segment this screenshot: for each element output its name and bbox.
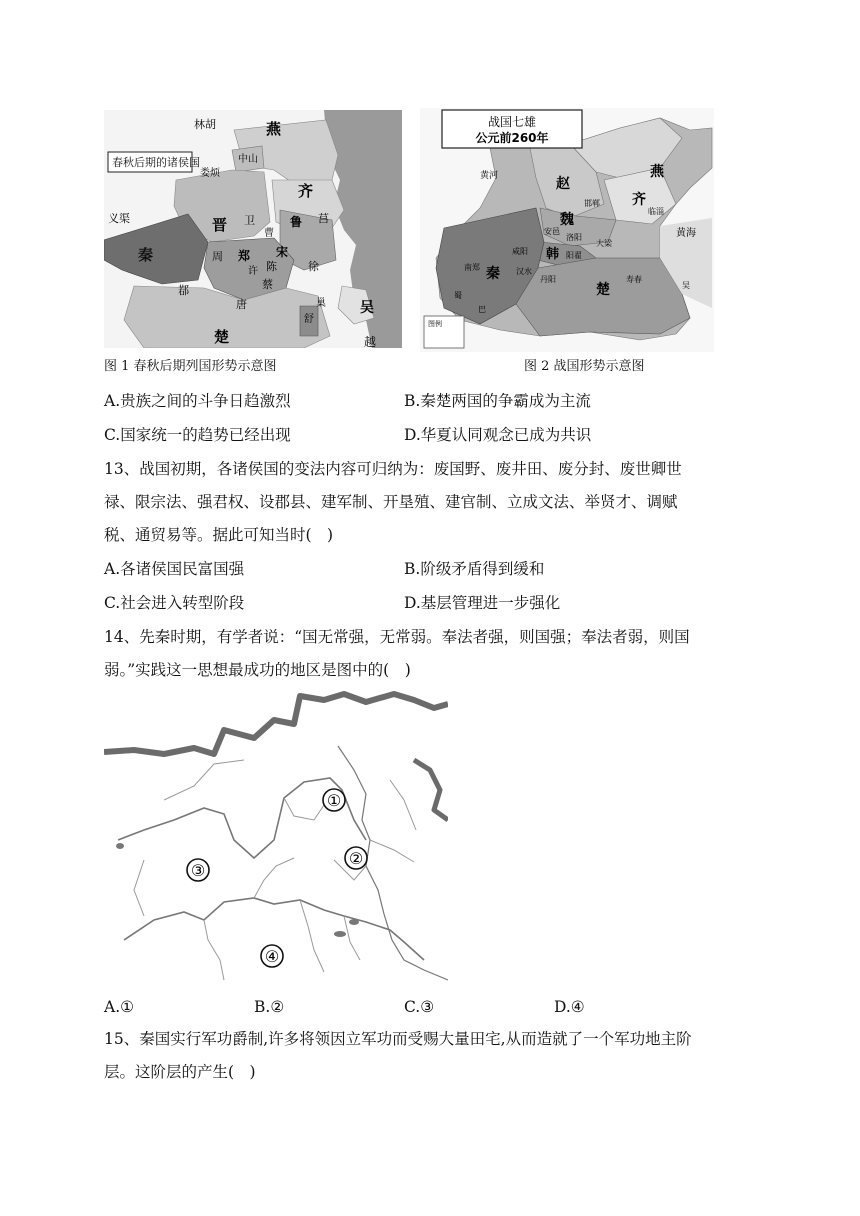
map2-label: 临淄 [648,207,664,216]
map2-label: 黄河 [480,171,499,181]
map1-label: 燕 [266,120,282,138]
map1-label: 莒 [318,212,329,225]
map2-label: 黄海 [676,228,696,239]
q13-option-d: D.基层管理进一步强化 [404,594,561,612]
map2-label: 大梁 [596,239,612,248]
q15-stem-line: 层。这阶层的产生( ) [104,1063,256,1081]
map2-label: 南郑 [464,263,480,272]
map2-label: 蜀 [454,291,462,300]
map1-label: 林胡 [194,118,216,131]
map2-label: 丹阳 [540,275,556,284]
map-warring-states-svg [420,108,714,352]
q14-map-svg [104,690,448,986]
map1-label: 中山 [238,154,258,165]
q14-option-a: A.① [104,998,135,1016]
map2-label: 咸阳 [512,247,528,256]
q15-stem-line: 15、秦国实行军功爵制,许多将领因立军功而受赐大量田宅,从而造就了一个军功地主阶 [104,1030,692,1048]
map2-label: 吴 [682,281,690,290]
map1-label: 舒 [304,314,314,325]
q14-stem-line: 弱。”实践这一思想最成功的地区是图中的( ) [104,661,411,679]
map1-label: 曹 [264,228,274,239]
map1-label: 楚 [214,328,230,346]
map1-label: 秦 [138,246,154,264]
map-marker-1-label: ① [326,791,342,810]
map1-label: 齐 [298,182,314,200]
map2-label: 赵 [556,176,570,192]
map2-label: 汉水 [516,267,532,276]
q13-stem-line: 13、战国初期，各诸侯国的变法内容可归纳为：废国野、废井田、废分封、废世卿世 [104,460,682,478]
figure-1-caption: 图 1 春秋后期列国形势示意图 [104,359,277,374]
q13-stem-line: 禄、限宗法、强君权、设郡县、建军制、开垦殖、建官制、立成文法、举贤才、调赋 [104,493,678,511]
map1-label: 唐 [236,298,247,311]
map2-label: 巴 [478,305,486,314]
map-spring-autumn [104,110,402,348]
map2-label: 燕 [650,164,664,180]
map1-label: 许 [248,266,258,277]
q13-stem-line: 税、通贸易等。据此可知当时( ) [104,526,334,544]
q13-option-b: B.阶级矛盾得到缓和 [404,560,545,578]
map1-label: 娄烦 [200,168,220,179]
map1-label: 鄀 [178,284,189,297]
map2-subtitle: 公元前260年 [475,131,549,145]
map1-label: 徐 [308,260,319,273]
map2-title: 战国七雄 [487,115,537,129]
q14-option-b: B.② [254,998,285,1016]
map-marker-3-label: ③ [190,861,206,880]
q13-option-c: C.社会进入转型阶段 [104,594,245,612]
map1-title: 春秋后期的诸侯国 [112,156,200,169]
map2-label: 寿春 [626,275,642,284]
figure-2-caption: 图 2 战国形势示意图 [524,359,645,374]
map1-label: 越 [364,335,377,348]
q14-option-d: D.④ [554,998,585,1016]
map1-label: 鲁 [290,215,303,229]
map2-label: 秦 [486,266,500,282]
q12-option-b: B.秦楚两国的争霸成为主流 [404,392,591,410]
map1-label: 宋 [276,245,289,259]
map-marker-2-label: ② [348,849,364,868]
map2-label: 洛阳 [566,233,582,242]
map2-label: 邯郸 [584,199,600,208]
q14-map [104,690,448,986]
map1-label: 晋 [212,216,228,234]
map2-label: 韩 [546,247,560,262]
q12-option-d: D.华夏认同观念已成为共识 [404,426,592,444]
map2-label: 齐 [632,192,646,208]
map-spring-autumn-svg [104,110,402,348]
map1-label: 周 [212,250,223,263]
q14-stem-line: 14、先秦时期，有学者说：“国无常强，无常弱。奉法者强，则国强；奉法者弱，则国 [104,628,690,646]
q12-option-a: A.贵族之间的斗争日趋激烈 [104,392,291,410]
map1-label: 巢 [316,298,326,309]
map-marker-4-label: ④ [264,947,280,966]
map2-label: 阳翟 [566,251,582,260]
map1-label: 陈 [266,260,277,273]
map1-label: 义渠 [108,212,130,225]
map2-legend-title: 图例 [428,320,442,328]
map-warring-states [420,108,714,352]
map2-label: 楚 [596,282,610,298]
map1-label: 卫 [244,214,255,227]
q12-option-c: C.国家统一的趋势已经出现 [104,426,291,444]
map1-label: 郑 [238,249,251,263]
q14-option-c: C.③ [404,998,435,1016]
map2-label: 魏 [560,212,574,228]
q13-option-a: A.各诸侯国民富国强 [104,560,245,578]
map1-label: 蔡 [262,278,273,291]
map1-label: 吴 [360,300,374,316]
map2-label: 安邑 [544,227,560,236]
